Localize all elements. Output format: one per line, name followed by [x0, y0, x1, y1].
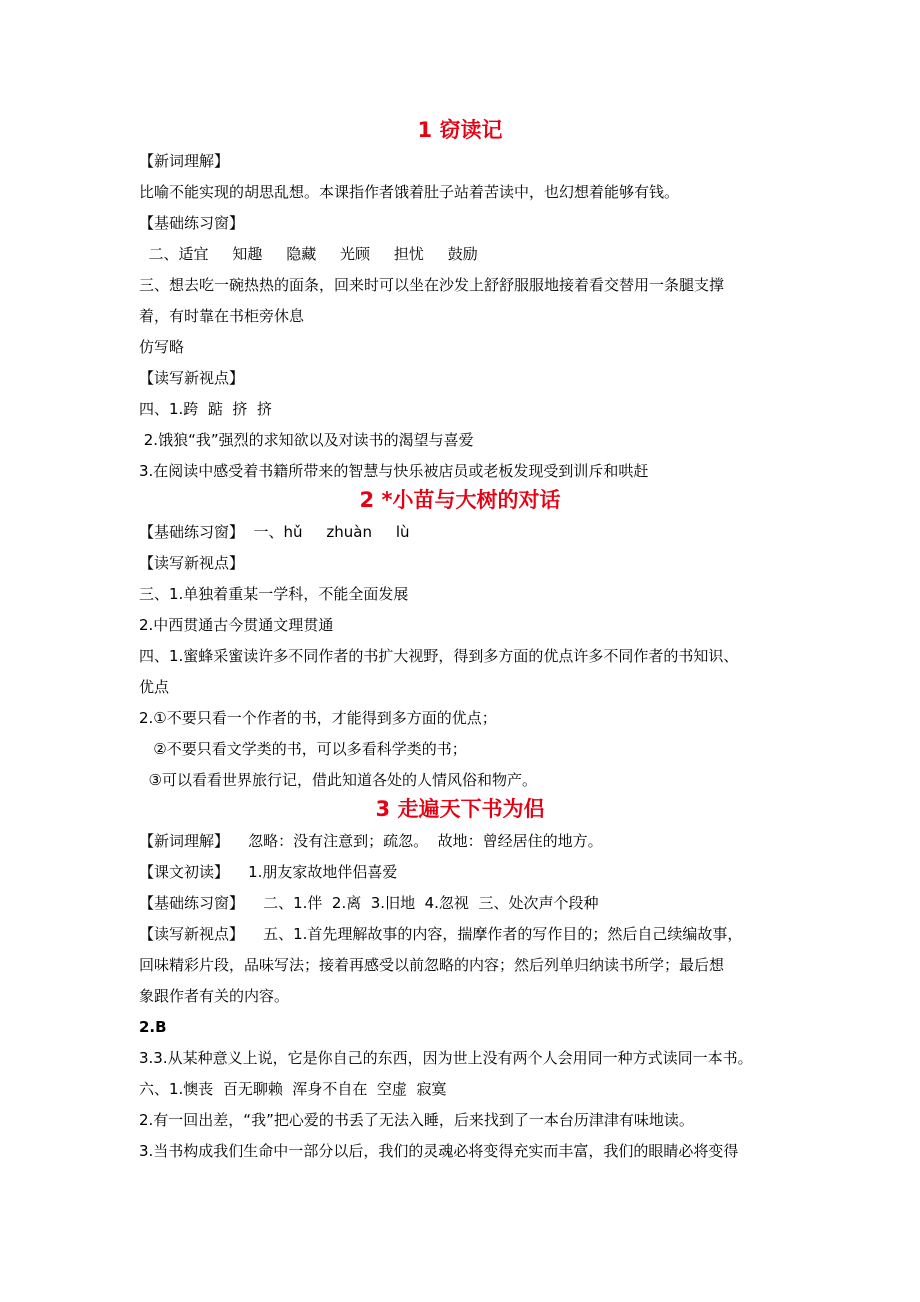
text-line: 2.①不要只看一个作者的书，才能得到多方面的优点； — [139, 709, 497, 727]
text-line: 【基础练习窗】 一、hǔ zhuàn lù — [139, 523, 410, 541]
text-line: 3.3.从某种意义上说，它是你自己的东西，因为世上没有两个人会用同一种方式读同一本书。 — [139, 1049, 753, 1067]
text-line: 【新词理解】 — [139, 152, 230, 170]
section-title-1: 1 窃读记 — [417, 118, 503, 142]
section-title-2: 2 *小苗与大树的对话 — [359, 488, 561, 512]
text-line: 六、1.懊丧 百无聊赖 浑身不自在 空虚 寂寞 — [139, 1080, 447, 1098]
text-line: 2.中西贯通古今贯通文理贯通 — [139, 616, 334, 634]
text-line: 象跟作者有关的内容。 — [139, 987, 290, 1005]
text-line: 优点 — [139, 678, 170, 696]
text-line: 【读写新视点】 — [139, 369, 245, 387]
text-line: 二、适宜 知趣 隐藏 光顾 担忧 鼓励 — [139, 245, 478, 263]
text-line: 2.有一回出差，“我”把心爱的书丢了无法入睡，后来找到了一本台历津津有味地读。 — [139, 1111, 694, 1129]
text-line: 【新词理解】 忽略：没有注意到；疏忽。 故地：曾经居住的地方。 — [139, 832, 603, 850]
text-line: 【基础练习窗】 — [139, 214, 245, 232]
text-line: 3.在阅读中感受着书籍所带来的智慧与快乐被店员或老板发现受到训斥和哄赶 — [139, 462, 649, 480]
text-line: 【读写新视点】 五、1.首先理解故事的内容，揣摩作者的写作目的；然后自己续编故事， — [139, 925, 743, 943]
text-line: 三、1.单独着重某一学科，不能全面发展 — [139, 585, 409, 603]
text-line: 四、1.蜜蜂采蜜读许多不同作者的书扩大视野，得到多方面的优点许多不同作者的书知识、 — [139, 647, 739, 665]
text-line: 回味精彩片段，品味写法；接着再感受以前忽略的内容；然后列单归纳读书所学；最后想 — [139, 956, 725, 974]
text-line: 【基础练习窗】 二、1.伴 2.离 3.旧地 4.忽视 三、处次声个段种 — [139, 894, 599, 912]
text-line: 【读写新视点】 — [139, 554, 245, 572]
text-line: 2.饿狼“我”强烈的求知欲以及对读书的渴望与喜爱 — [139, 431, 474, 449]
text-line: 仿写略 — [139, 338, 185, 356]
text-line: ③可以看看世界旅行记，借此知道各处的人情风俗和物产。 — [139, 771, 537, 789]
text-line: 2.B — [139, 1018, 167, 1036]
text-line: 3.当书构成我们生命中一部分以后，我们的灵魂必将变得充实而丰富，我们的眼睛必将变得 — [139, 1142, 739, 1160]
section-title-3: 3 走遍天下书为侣 — [375, 797, 545, 821]
text-line: 三、想去吃一碗热热的面条，回来时可以坐在沙发上舒舒服服地接着看交替用一条腿支撑 — [139, 276, 725, 294]
text-line: 比喻不能实现的胡思乱想。本课指作者饿着肚子站着苦读中，也幻想着能够有钱。 — [139, 183, 680, 201]
text-line: 着，有时靠在书柜旁休息 — [139, 307, 305, 325]
text-line: ②不要只看文学类的书，可以多看科学类的书； — [139, 740, 467, 758]
text-line: 【课文初读】 1.朋友家故地伴侣喜爱 — [139, 863, 398, 881]
text-line: 四、1.跨 踮 挤 挤 — [139, 400, 272, 418]
